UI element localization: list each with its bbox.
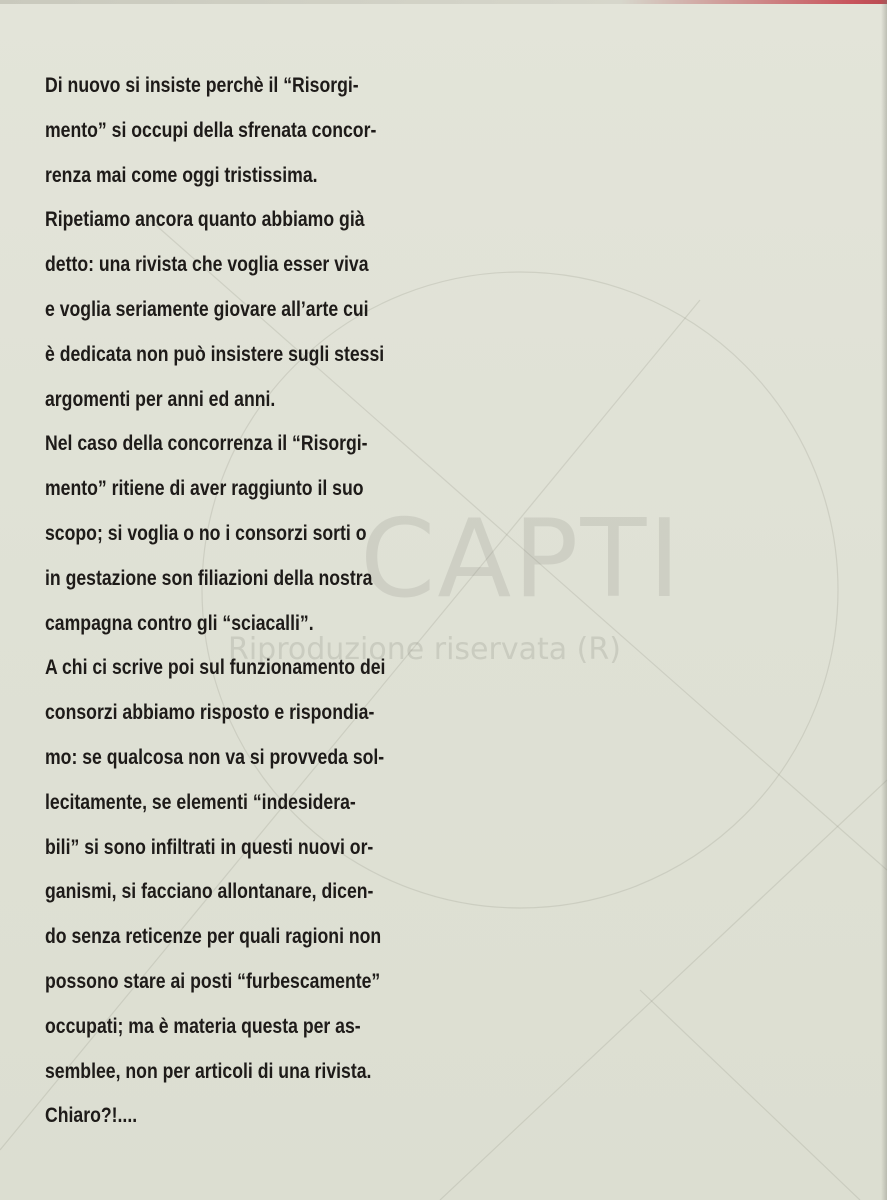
text-line: lecitamente, se elementi “indesidera- — [45, 790, 356, 814]
text-line: Di nuovo si insiste perchè il “Risorgi- — [45, 74, 359, 97]
text-line: Nel caso della concorrenza il “Risorgi- — [45, 432, 368, 456]
text-line: bili” si sono infiltrati in questi nuovi or- — [45, 835, 374, 859]
text-line: possono stare ai posti “furbescamente” — [45, 969, 381, 993]
text-line: mo: se qualcosa non va si provveda sol- — [45, 745, 385, 769]
watermark-diagonal-line-4 — [640, 990, 860, 1200]
text-line: mento” ritiene di aver raggiunto il suo — [45, 477, 364, 501]
text-line: Ripetiamo ancora quanto abbiamo già — [45, 208, 365, 232]
text-line: renza mai come oggi tristissima. — [45, 163, 318, 187]
text-line: scopo; si voglia o no i consorzi sorti o — [45, 521, 367, 545]
text-line: campagna contro gli “sciacalli”. — [45, 611, 314, 635]
text-line: do senza reticenze per quali ragioni non — [45, 925, 382, 949]
watermark-caption: Riproduzione riservata (R) — [228, 632, 621, 667]
text-line: A chi ci scrive poi sul funzionamento dei — [45, 656, 386, 680]
page-right-edge — [881, 0, 887, 1200]
text-line: mento” si occupi della sfrenata concor- — [45, 118, 377, 142]
text-line: in gestazione son filiazioni della nostra — [45, 566, 373, 590]
text-line: detto: una rivista che voglia esser viva — [45, 253, 369, 277]
text-line: è dedicata non può insistere sugli stessi — [45, 342, 385, 366]
text-line: Chiaro?!.... — [45, 1104, 138, 1128]
watermark-logo: CAPTI — [360, 497, 683, 622]
text-line: semblee, non per articoli di una rivista. — [45, 1059, 372, 1083]
text-line: e voglia seriamente giovare all’arte cui — [45, 297, 369, 321]
watermark-diagonal-line-3 — [440, 780, 887, 1200]
text-line: argomenti per anni ed anni. — [45, 387, 276, 411]
text-line: occupati; ma è materia questa per as- — [45, 1014, 361, 1038]
article-text — [45, 64, 445, 1139]
text-line: ganismi, si facciano allontanare, dicen- — [45, 880, 374, 904]
text-line: consorzi abbiamo risposto e rispondia- — [45, 701, 375, 725]
